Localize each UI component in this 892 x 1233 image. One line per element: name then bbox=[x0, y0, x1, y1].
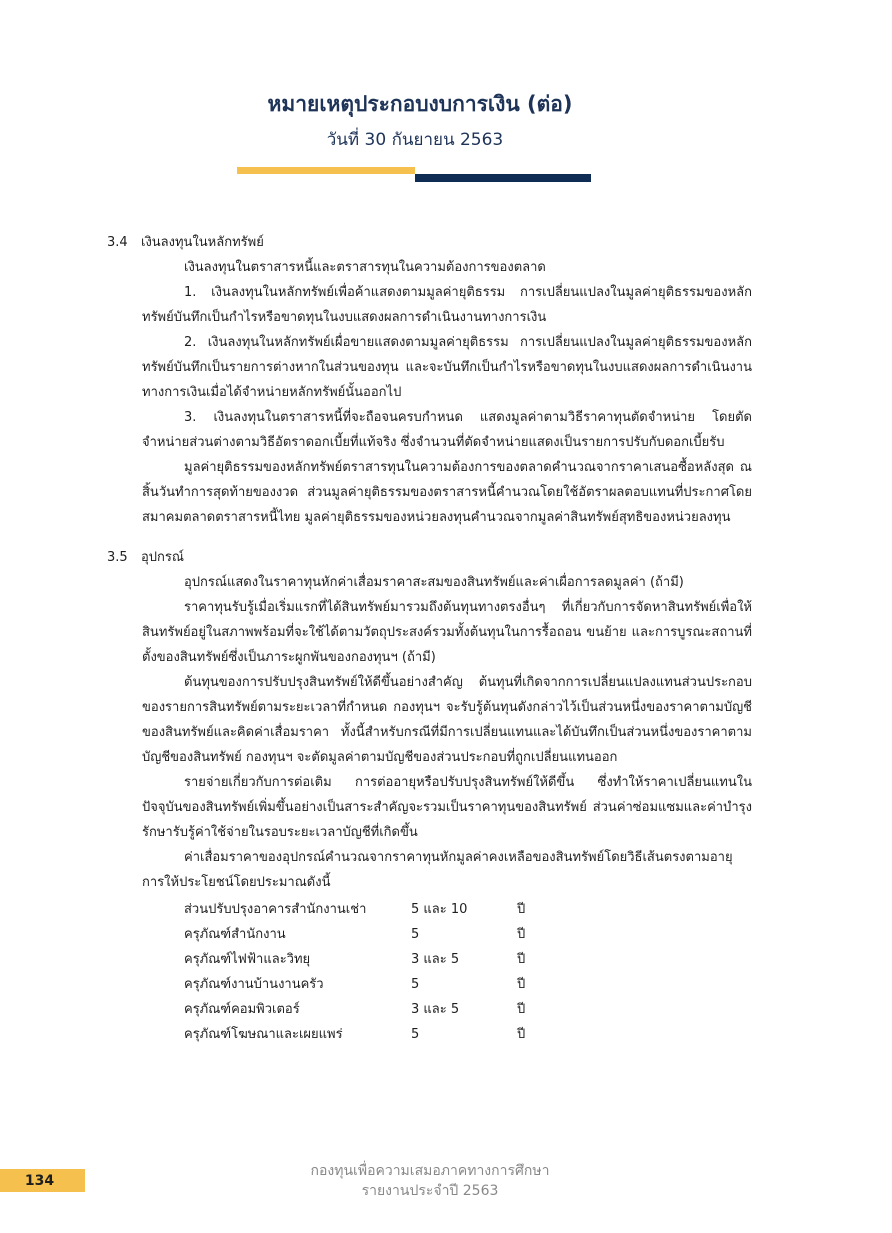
unit: ปี bbox=[517, 952, 526, 967]
unit: ปี bbox=[517, 977, 526, 992]
document-body bbox=[107, 230, 752, 1047]
table-row bbox=[184, 972, 577, 997]
unit: ปี bbox=[517, 1002, 526, 1017]
useful-life-years: 5 bbox=[411, 1027, 420, 1042]
section-number: 3.5 bbox=[107, 550, 128, 565]
useful-life-table bbox=[184, 897, 577, 1047]
paragraph: ต้นทุนของการปรับปรุงสินทรัพย์ให้ดีขึ้นอย่างสำคัญ ต้นทุนที่เกิดจากการเปลี่ยนแปลงแทนส่วนประกอบของรายการสินทรัพย์ตามระยะเวลาที่กำหนด กองทุนฯ จะรับรู้ต้นทุนดังกล่าวไว้เป็นส่วนหนึ่งของราคาตามบัญชีของสินทรัพย์และคิดค่าเสื่อมราคา ทั้งนี้สำหรับกรณีที่มีการเปลี่ยนแทนและได้บันทึกเป็นส่วนหนึ่งของราคาตามบัญชีของสินทรัพย์ กองทุนฯ จะตัดมูลค่าตามบัญชีของส่วนประกอบที่ถูกเปลี่ยนแทนออก bbox=[142, 675, 752, 765]
section-title: เงินลงทุนในหลักทรัพย์ bbox=[141, 235, 264, 250]
asset-name: ครุภัณฑ์คอมพิวเตอร์ bbox=[184, 1002, 300, 1017]
unit: ปี bbox=[517, 927, 526, 942]
paragraph: ราคาทุนรับรู้เมื่อเริ่มแรกที่ได้สินทรัพย์มารวมถึงต้นทุนทางตรงอื่นๆ ที่เกี่ยวกับการจัดหาสินทรัพย์เพื่อให้สินทรัพย์อยู่ในสภาพพร้อมที่จะใช้ได้ตามวัตถุประสงค์รวมทั้งต้นทุนในการรื้อถอน ขนย้าย และการบูรณะสถานที่ตั้งของสินทรัพย์ซึ่งเป็นภาระผูกพันของกองทุนฯ (ถ้ามี) bbox=[142, 600, 752, 665]
unit: ปี bbox=[517, 1027, 526, 1042]
section-title: อุปกรณ์ bbox=[141, 550, 184, 565]
table-row bbox=[184, 1022, 577, 1047]
section-3-4-body bbox=[107, 255, 752, 530]
asset-name: ครุภัณฑ์สำนักงาน bbox=[184, 927, 286, 942]
useful-life-years: 5 และ 10 bbox=[411, 902, 468, 917]
paragraph: 3. เงินลงทุนในตราสารหนี้ที่จะถือจนครบกำหนด แสดงมูลค่าตามวิธีราคาทุนตัดจำหน่าย โดยตัดจำหน่ายส่วนต่างตามวิธีอัตราดอกเบี้ยที่แท้จริง ซึ่งจำนวนที่ตัดจำหน่ายแสดงเป็นรายการปรับกับดอกเบี้ยรับ bbox=[142, 410, 752, 450]
footer bbox=[230, 1161, 630, 1201]
unit: ปี bbox=[517, 902, 526, 917]
page-title: หมายเหตุประกอบงบการเงิน (ต่อ) bbox=[267, 92, 573, 116]
asset-name: ครุภัณฑ์ไฟฟ้าและวิทยุ bbox=[184, 952, 311, 967]
footer-org-name: กองทุนเพื่อความเสมอภาคทางการศึกษา bbox=[310, 1163, 550, 1179]
table-row bbox=[184, 997, 577, 1022]
asset-name: ครุภัณฑ์งานบ้านงานครัว bbox=[184, 977, 324, 992]
useful-life-years: 3 และ 5 bbox=[411, 952, 460, 967]
useful-life-years: 3 และ 5 bbox=[411, 1002, 460, 1017]
section-3-5-body bbox=[107, 570, 752, 1047]
section-number: 3.4 bbox=[107, 235, 128, 250]
page-number: 134 bbox=[24, 1172, 55, 1189]
page-subtitle-date: วันที่ 30 กันยายน 2563 bbox=[326, 130, 504, 150]
table-row bbox=[184, 922, 577, 947]
decorative-navy-bar bbox=[415, 174, 591, 182]
paragraph: มูลค่ายุติธรรมของหลักทรัพย์ตราสารทุนในความต้องการของตลาดคำนวณจากราคาเสนอซื้อหลังสุด ณ สิ้นวันทำการสุดท้ายของงวด ส่วนมูลค่ายุติธรรมของตราสารหนี้คำนวณโดยใช้อัตราผลตอบแทนที่ประกาศโดยสมาคมตลาดตราสารหนี้ไทย มูลค่ายุติธรรมของหน่วยลงทุนคำนวณจากมูลค่าสินทรัพย์สุทธิของหน่วยลงทุน bbox=[142, 460, 752, 525]
paragraph: เงินลงทุนในตราสารหนี้และตราสารทุนในความต้องการของตลาด bbox=[184, 260, 546, 275]
paragraph: 1. เงินลงทุนในหลักทรัพย์เพื่อค้าแสดงตามมูลค่ายุติธรรม การเปลี่ยนแปลงในมูลค่ายุติธรรมของหลักทรัพย์บันทึกเป็นกำไรหรือขาดทุนในงบแสดงผลการดำเนินงานทางการเงิน bbox=[142, 285, 752, 325]
paragraph: ค่าเสื่อมราคาของอุปกรณ์คำนวณจากราคาทุนหักมูลค่าคงเหลือของสินทรัพย์โดยวิธีเส้นตรงตามอายุการให้ประโยชน์โดยประมาณดังนี้ bbox=[142, 850, 733, 890]
useful-life-years: 5 bbox=[411, 977, 420, 992]
section-heading-3-5 bbox=[107, 545, 752, 570]
paragraph: 2. เงินลงทุนในหลักทรัพย์เผื่อขายแสดงตามมูลค่ายุติธรรม การเปลี่ยนแปลงในมูลค่ายุติธรรมของหลักทรัพย์บันทึกเป็นรายการต่างหากในส่วนของทุน และจะบันทึกเป็นกำไรหรือขาดทุนในงบแสดงผลการดำเนินงานทางการเงินเมื่อได้จำหน่ายหลักทรัพย์นั้นออกไป bbox=[142, 335, 752, 400]
table-row bbox=[184, 897, 577, 922]
useful-life-years: 5 bbox=[411, 927, 420, 942]
footer-report-name: รายงานประจำปี 2563 bbox=[361, 1183, 499, 1199]
asset-name: ครุภัณฑ์โฆษณาและเผยแพร่ bbox=[184, 1027, 343, 1042]
paragraph: รายจ่ายเกี่ยวกับการต่อเติม การต่ออายุหรือปรับปรุงสินทรัพย์ให้ดีขึ้น ซึ่งทำให้ราคาเปลี่ยนแทนในปัจจุบันของสินทรัพย์เพิ่มขึ้นอย่างเป็นสาระสำคัญจะรวมเป็นราคาทุนของสินทรัพย์ ส่วนค่าซ่อมแซมและค่าบำรุงรักษารับรู้ค่าใช้จ่ายในรอบระยะเวลาบัญชีที่เกิดขึ้น bbox=[142, 775, 752, 840]
table-row bbox=[184, 947, 577, 972]
asset-name: ส่วนปรับปรุงอาคารสำนักงานเช่า bbox=[184, 902, 367, 917]
paragraph: อุปกรณ์แสดงในราคาทุนหักค่าเสื่อมราคาสะสมของสินทรัพย์และค่าเผื่อการลดมูลค่า (ถ้ามี) bbox=[184, 575, 684, 590]
section-heading-3-4 bbox=[107, 230, 752, 255]
page-number-tab bbox=[0, 1169, 85, 1192]
decorative-gold-bar bbox=[237, 167, 415, 174]
